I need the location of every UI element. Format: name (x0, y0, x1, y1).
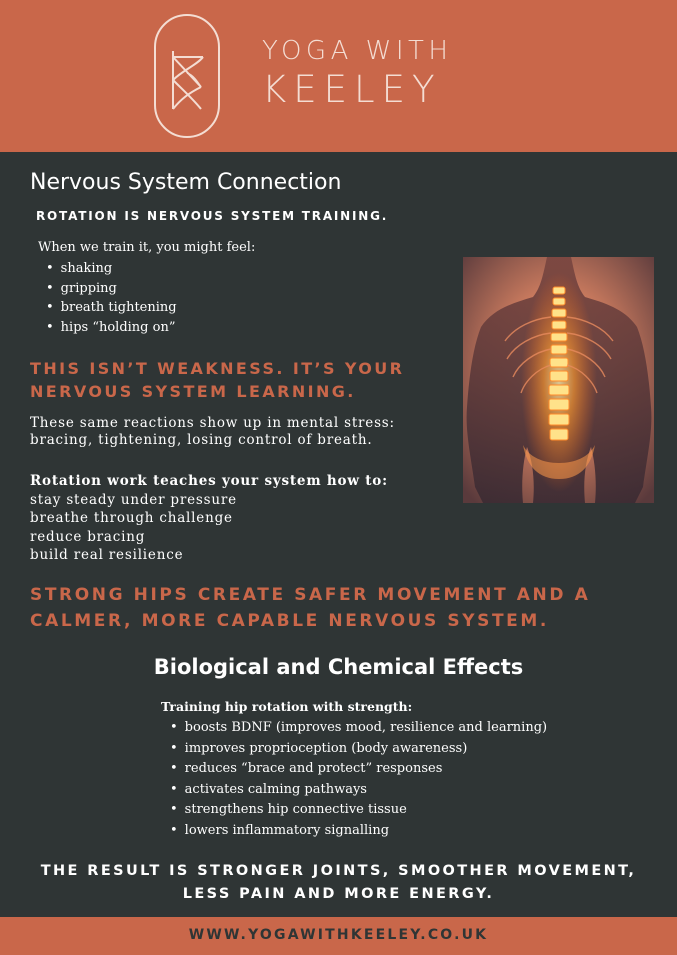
result-statement (0, 860, 677, 906)
brand-line-1: YOGA WITH (262, 36, 453, 66)
brand-line-2: KEELEY (262, 68, 442, 111)
yoga-with-keeley-logo-icon (153, 13, 221, 139)
section-subtitle-rotation: ROTATION IS NERVOUS SYSTEM TRAINING. (36, 209, 389, 223)
strong-hips-line-2: CALMER, MORE CAPABLE NERVOUS SYSTEM. (30, 611, 549, 631)
highlight-line-1: THIS ISN’T WEAKNESS. IT’S YOUR (30, 359, 405, 378)
stress-reactions-text (30, 415, 395, 449)
spine-illustration-icon (463, 257, 654, 503)
footer-banner (0, 917, 677, 955)
list-item: • boosts BDNF (improves mood, resilience and learning) (170, 718, 547, 739)
feel-list (46, 259, 177, 337)
brand-name (262, 36, 452, 113)
list-item: • lowers inflammatory signalling (170, 821, 547, 842)
list-item: stay steady under pressure (30, 491, 237, 508)
section-title-nervous-system: Nervous System Connection (30, 170, 342, 195)
bio-intro-text: Training hip rotation with strength: (161, 699, 413, 714)
highlight-not-weakness (30, 357, 404, 403)
list-item: • strengthens hip connective tissue (170, 800, 547, 821)
teach-lead: Rotation work teaches your system how to: (30, 473, 388, 489)
highlight-line-2: NERVOUS SYSTEM LEARNING. (30, 382, 356, 401)
list-item: • hips “holding on” (46, 318, 177, 338)
list-item: reduce bracing (30, 528, 146, 545)
strong-hips-statement (30, 582, 590, 634)
result-line-1: THE RESULT IS STRONGER JOINTS, SMOOTHER MOVEMENT, (40, 863, 637, 879)
list-item: • gripping (46, 279, 177, 299)
rotation-teaches-list (30, 472, 388, 565)
list-item: • breath tightening (46, 298, 177, 318)
feel-intro-text: When we train it, you might feel: (38, 240, 256, 255)
list-item: build real resilience (30, 547, 184, 563)
list-item: • shaking (46, 259, 177, 279)
section-title-bio-effects: Biological and Chemical Effects (153, 655, 524, 679)
bio-effects-list (170, 718, 547, 842)
list-item: • improves proprioception (body awareness) (170, 739, 547, 760)
reactions-line-2: bracing, tightening, losing control of breath. (30, 432, 373, 448)
list-item: • reduces “brace and protect” responses (170, 759, 547, 780)
header-banner (0, 0, 677, 152)
reactions-line-1: These same reactions show up in mental stress: (30, 415, 395, 431)
website-link[interactable]: WWW.YOGAWITHKEELEY.CO.UK (188, 927, 489, 943)
list-item: breathe through challenge (30, 510, 233, 526)
list-item: • activates calming pathways (170, 780, 547, 801)
result-line-2: LESS PAIN AND MORE ENERGY. (182, 886, 495, 902)
strong-hips-line-1: STRONG HIPS CREATE SAFER MOVEMENT AND A (30, 585, 591, 605)
glowing-spine-image (463, 257, 654, 503)
